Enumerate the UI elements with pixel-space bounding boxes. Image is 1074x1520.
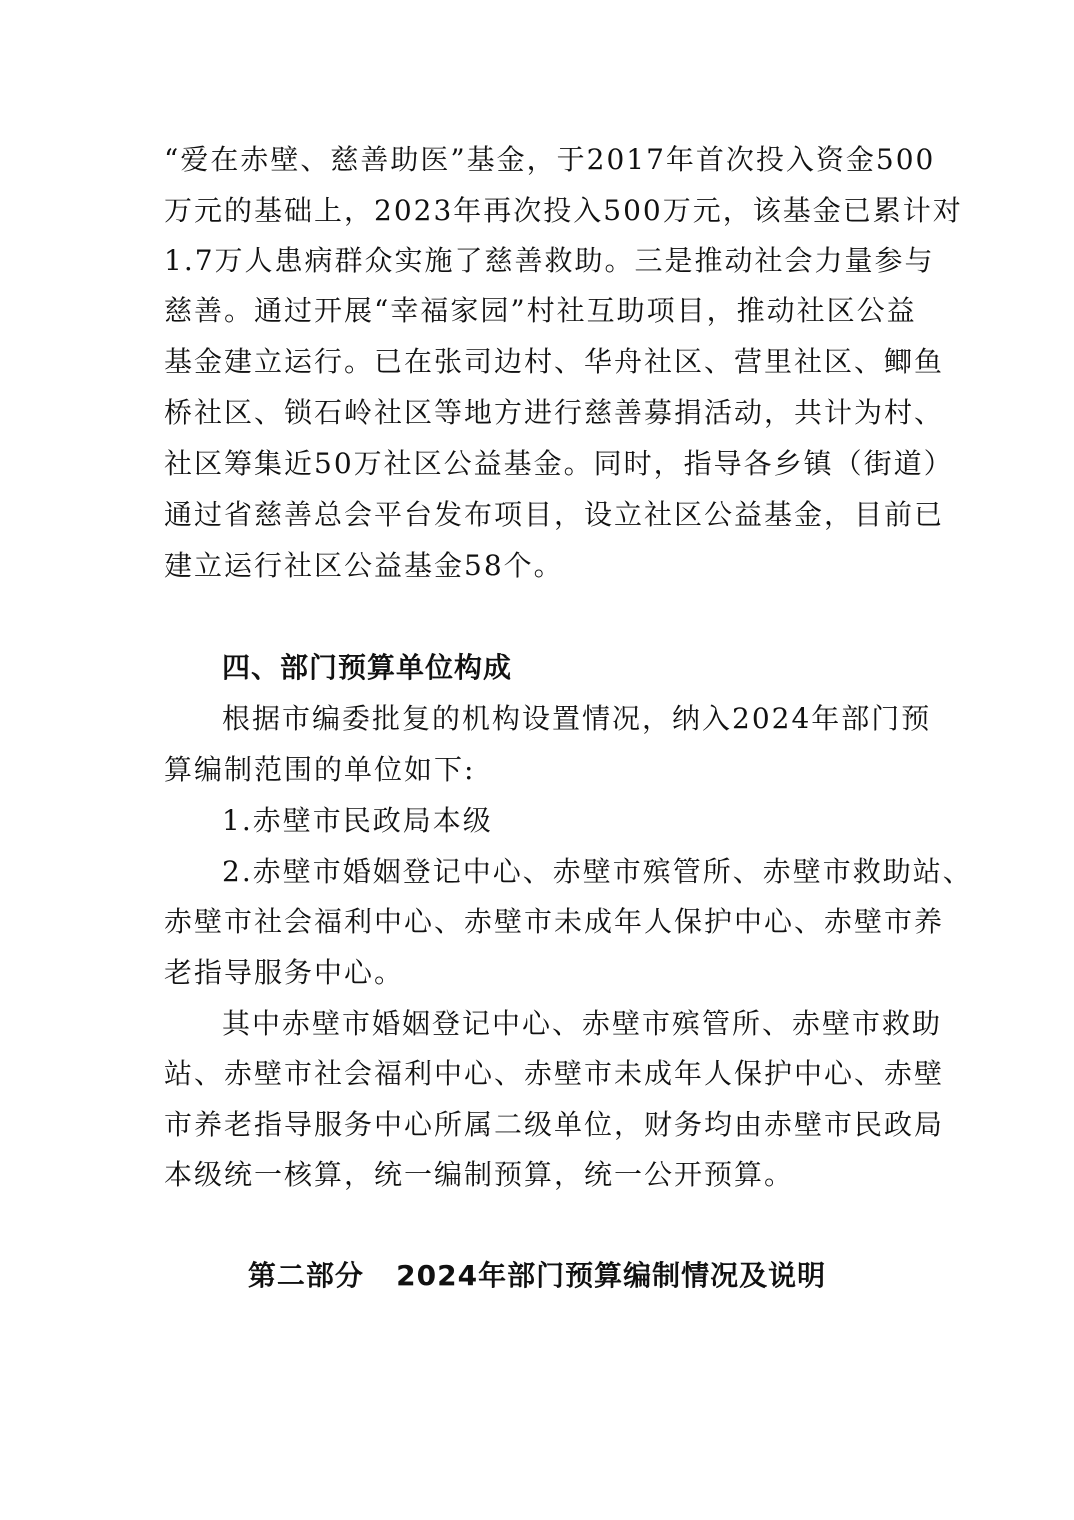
list-item: 2.赤壁市婚姻登记中心、赤壁市殡管所、赤壁市救助站、	[222, 855, 973, 888]
list-item-continuation: 老指导服务中心。	[164, 956, 405, 989]
body-text-line: 本级统一核算，统一编制预算，统一公开预算。	[164, 1158, 795, 1191]
list-item-continuation: 赤壁市社会福利中心、赤壁市未成年人保护中心、赤壁市养	[164, 905, 945, 938]
body-text-line: “爱在赤壁、慈善助医”基金，于2017年首次投入资金500	[164, 143, 936, 176]
body-text-line: 桥社区、锁石岭社区等地方进行慈善募捐活动，共计为村、	[164, 396, 945, 429]
body-text-line: 站、赤壁市社会福利中心、赤壁市未成年人保护中心、赤壁	[164, 1057, 945, 1090]
body-text-line: 市养老指导服务中心所属二级单位，财务均由赤壁市民政局	[164, 1108, 945, 1141]
body-text-line: 1.7万人患病群众实施了慈善救助。三是推动社会力量参与	[164, 244, 935, 277]
list-item: 1.赤壁市民政局本级	[222, 804, 493, 837]
body-text-line: 算编制范围的单位如下:	[164, 753, 476, 786]
body-text-line: 根据市编委批复的机构设置情况，纳入2024年部门预	[222, 702, 932, 735]
body-text-line: 建立运行社区公益基金58个。	[164, 549, 564, 582]
body-text-line: 社区筹集近50万社区公益基金。同时，指导各乡镇（街道）	[164, 447, 954, 480]
body-text-line: 基金建立运行。已在张司边村、华舟社区、营里社区、鲫鱼	[164, 345, 945, 378]
body-text-line: 其中赤壁市婚姻登记中心、赤壁市殡管所、赤壁市救助	[222, 1007, 943, 1040]
part-heading: 第二部分 2024年部门预算编制情况及说明	[247, 1259, 827, 1292]
section-heading: 四、部门预算单位构成	[222, 651, 513, 684]
body-text-line: 万元的基础上，2023年再次投入500万元，该基金已累计对	[164, 194, 963, 227]
body-text-line: 通过省慈善总会平台发布项目，设立社区公益基金，目前已	[164, 498, 945, 531]
body-text-line: 慈善。通过开展“幸福家园”村社互助项目，推动社区公益	[164, 294, 917, 327]
